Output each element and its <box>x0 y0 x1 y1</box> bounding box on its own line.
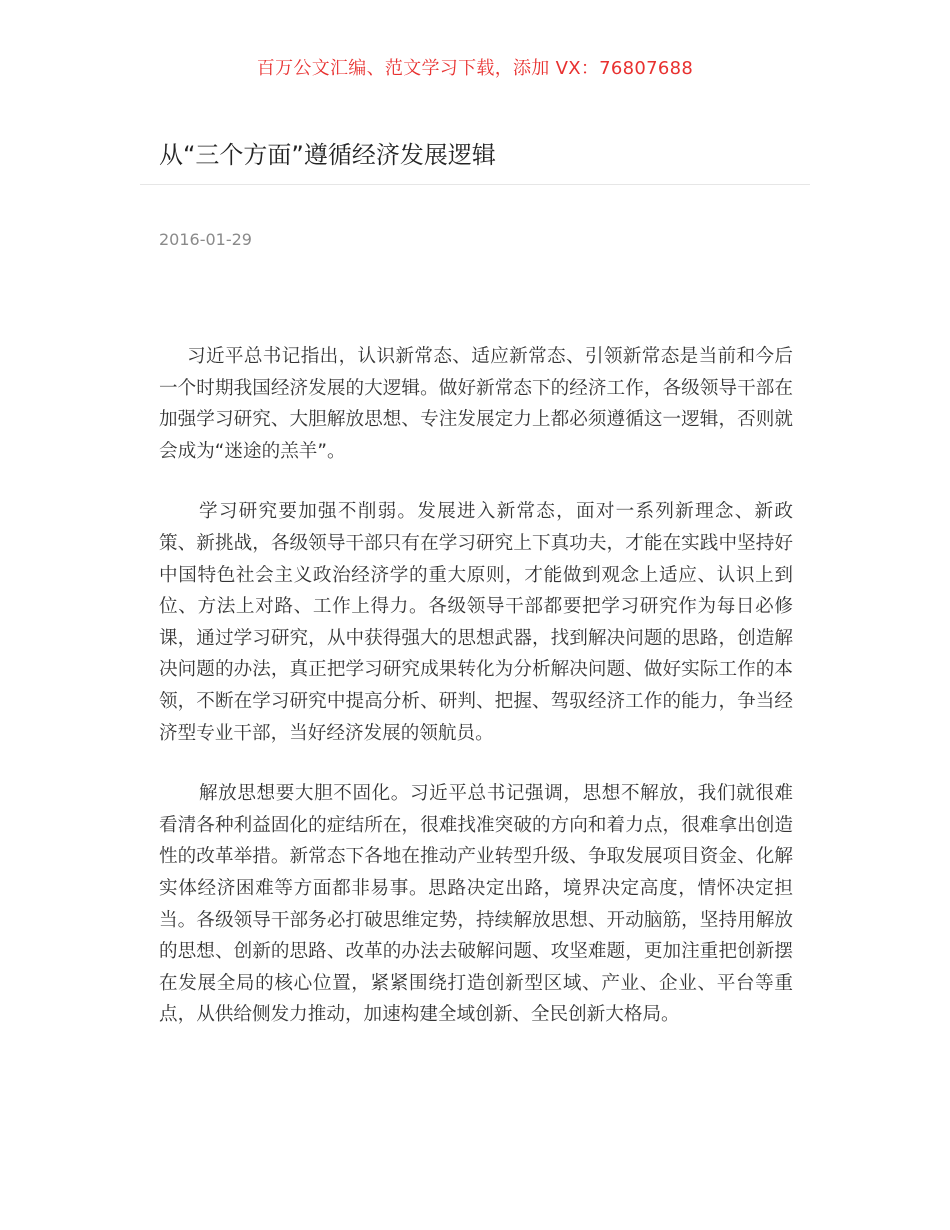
publish-date: 2016-01-29 <box>159 230 252 249</box>
paragraph-study-research: 学习研究要加强不削弱。发展进入新常态，面对一系列新理念、新政策、新挑战，各级领导干部只有在学习研究上下真功夫，才能在实践中坚持好中国特色社会主义政治经济学的重大原则，才能做到观念上适应、认识上到位、方法上对路、工作上得力。各级领导干部都要把学习研究作为每日必修课，通过学习研究，从中获得强大的思想武器，找到解决问题的思路，创造解决问题的办法，真正把学习研究成果转化为分析解决问题、做好实际工作的本领，不断在学习研究中提高分析、研判、把握、驾驭经济工作的能力，争当经济型专业干部，当好经济发展的领航员。 <box>159 501 793 744</box>
paragraph-intro: 习近平总书记指出，认识新常态、适应新常态、引领新常态是当前和今后一个时期我国经济发展的大逻辑。做好新常态下的经济工作，各级领导干部在加强学习研究、大胆解放思想、专注发展定力上都必须遵循这一逻辑，否则就会成为“迷途的羔羊”。 <box>159 346 793 462</box>
paragraph-emancipate-mind: 解放思想要大胆不固化。习近平总书记强调，思想不解放，我们就很难看清各种利益固化的症结所在，很难找准突破的方向和着力点，很难拿出创造性的改革举措。新常态下各地在推动产业转型升级、争取发展项目资金、化解实体经济困难等方面都非易事。思路决定出路，境界决定高度，情怀决定担当。各级领导干部务必打破思维定势，持续解放思想、开动脑筋，坚持用解放的思想、创新的思路、改革的办法去破解问题、攻坚难题，更加注重把创新摆在发展全局的核心位置，紧紧围绕打造创新型区域、产业、企业、平台等重点，从供给侧发力推动，加速构建全域创新、全民创新大格局。 <box>159 783 793 1026</box>
promo-banner: 百万公文汇编、范文学习下载，添加 VX：76807688 <box>256 58 694 79</box>
article-body <box>140 341 793 1031</box>
article-title: 从“三个方面”遵循经济发展逻辑 <box>140 138 810 185</box>
article <box>140 138 810 1060</box>
